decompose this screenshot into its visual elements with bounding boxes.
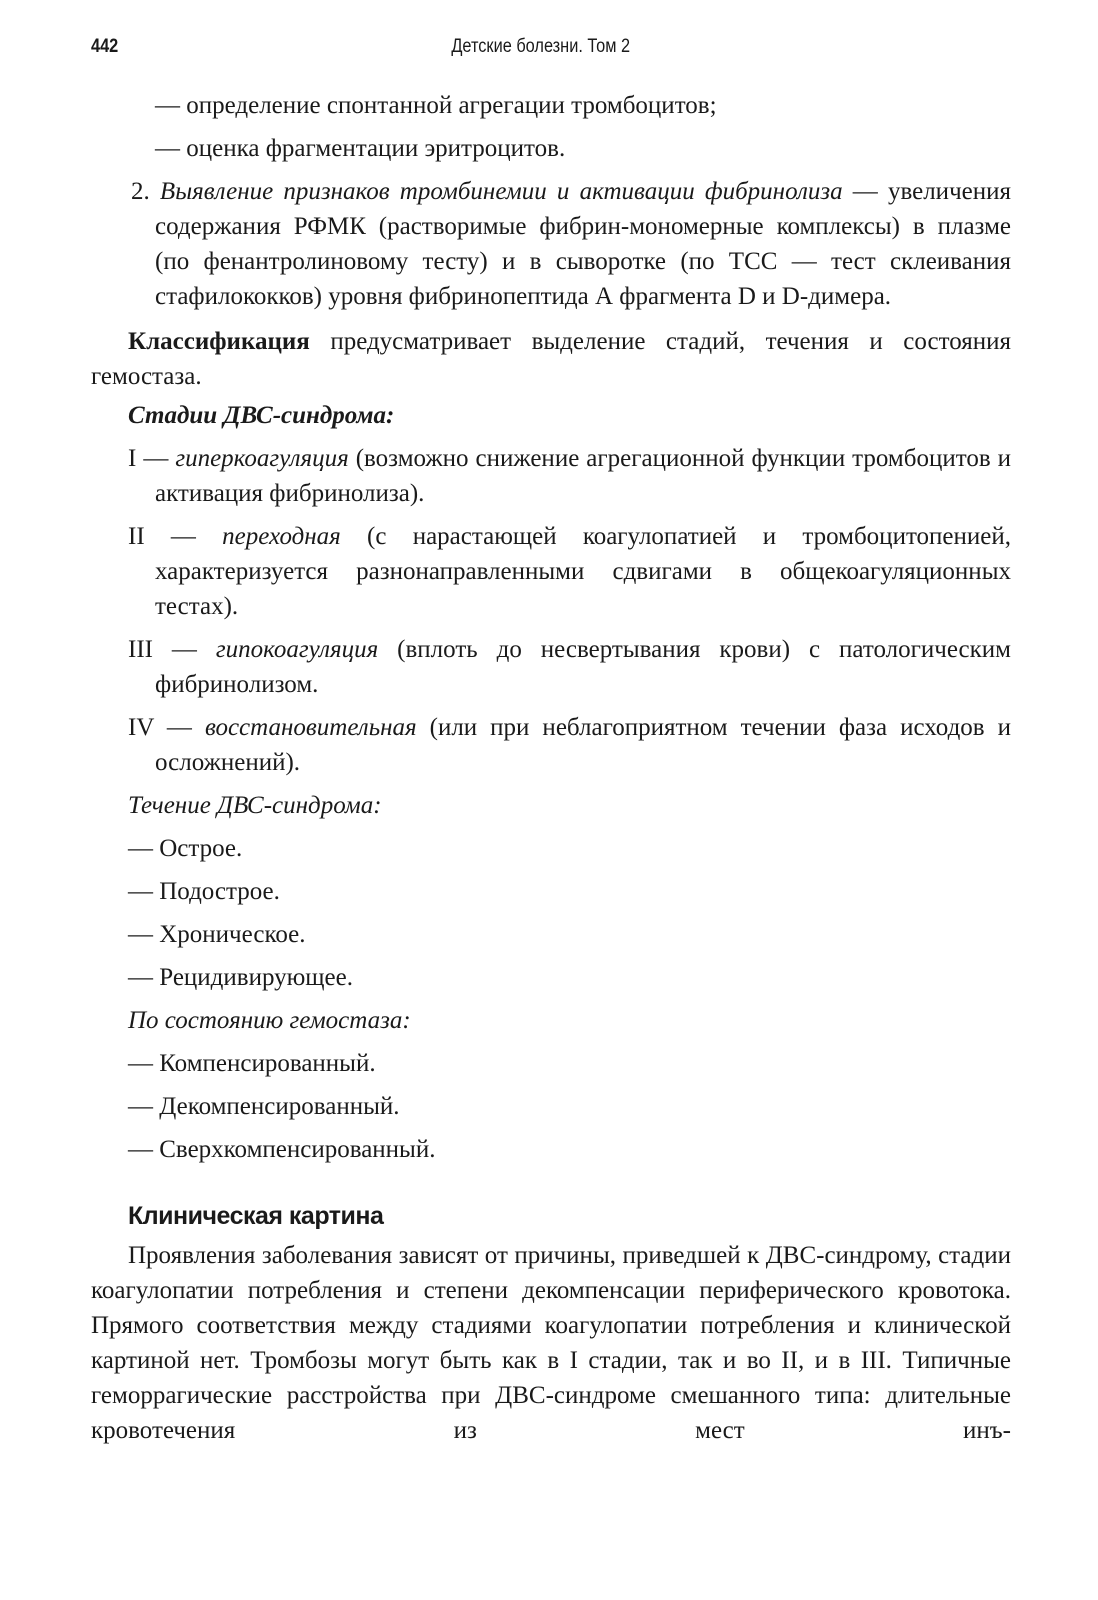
hemostasis-item: — Компенсированный. xyxy=(128,1050,376,1077)
page-number: 442 xyxy=(91,36,119,57)
stages-heading: Стадии ДВС-синдрома: xyxy=(128,402,395,429)
item-term: Выявление признаков тромбинемии и активации фибринолиза xyxy=(159,178,843,205)
book-title: Детские болезни. Том 2 xyxy=(451,36,631,57)
stage-text: (вплоть до несвертывания крови) с патологическим фибринолизом. xyxy=(155,636,1011,698)
stage-numeral: II — xyxy=(128,523,223,550)
course-item: — Рецидивирующее. xyxy=(128,964,353,991)
lab-item: — определение спонтанной агрегации тромбоцитов; xyxy=(155,92,717,119)
classification-term: Классификация xyxy=(128,328,310,355)
stage-text: (возможно снижение агрегационной функции тромбоцитов и активация фибринолиза). xyxy=(155,445,1012,507)
stage-numeral: III — xyxy=(128,636,216,663)
course-item: — Подострое. xyxy=(128,878,280,905)
clinical-paragraph: Проявления заболевания зависят от причины, приведшей к ДВС-синдрому, стадии коагулопатии потребления и степени декомпенсации периферического кровотока. Прямого соответствия между стадиями коагулопатии потребления и клинической картиной нет. Тромбозы могут быть как в I стадии, так и во II, и в III. Типичные геморрагические расстройства при ДВС-синдроме смешанного типа: длительные кровотечения из мест инъ- xyxy=(91,1242,1011,1444)
stage-text: (с нарастающей коагулопатией и тромбоцитопенией, характеризуется разнонаправленными сдвигами в общекоагуляционных тестах). xyxy=(155,523,1011,620)
stage-text: (или при неблагоприятном течении фаза исходов и осложнений). xyxy=(155,714,1011,776)
classification-text: предусматривает выделение стадий, течения и состояния гемостаза. xyxy=(91,328,1011,390)
course-heading: Течение ДВС-синдрома: xyxy=(128,792,382,819)
course-item: — Хроническое. xyxy=(128,921,306,948)
stage-item xyxy=(91,441,1011,511)
hemostasis-heading: По состоянию гемостаза: xyxy=(128,1007,411,1034)
stage-term: гипокоагуляция xyxy=(215,636,379,663)
item-number: 2. xyxy=(131,178,160,205)
stage-item xyxy=(91,710,1011,780)
stage-numeral: I — xyxy=(128,445,176,472)
stage-term: восстановительная xyxy=(204,714,417,741)
stage-item xyxy=(91,632,1011,702)
lab-item: — оценка фрагментации эритроцитов. xyxy=(155,135,566,162)
hemostasis-item: — Декомпенсированный. xyxy=(128,1093,400,1120)
page-content xyxy=(91,88,1011,1448)
stage-term: переходная xyxy=(222,523,341,550)
item-text: — увеличения содержания РФМК (растворимые фибрин-мономерные комплексы) в плазме (по фенантролиновому тесту) и в сыворотке (по ТСС — тест склеивания стафилококков) уровня фибринопептида А фрагмента D и D-димера. xyxy=(155,178,1011,310)
hemostasis-item: — Сверхкомпенсированный. xyxy=(128,1136,436,1163)
classification-paragraph xyxy=(91,324,1011,394)
course-item: — Острое. xyxy=(128,835,243,862)
section-heading-clinical: Клиническая картина xyxy=(128,1202,384,1230)
numbered-item-2 xyxy=(91,174,1011,314)
running-head xyxy=(91,36,882,66)
stage-item xyxy=(91,519,1011,624)
stage-numeral: IV — xyxy=(128,714,205,741)
stage-term: гиперкоагуляция xyxy=(175,445,349,472)
